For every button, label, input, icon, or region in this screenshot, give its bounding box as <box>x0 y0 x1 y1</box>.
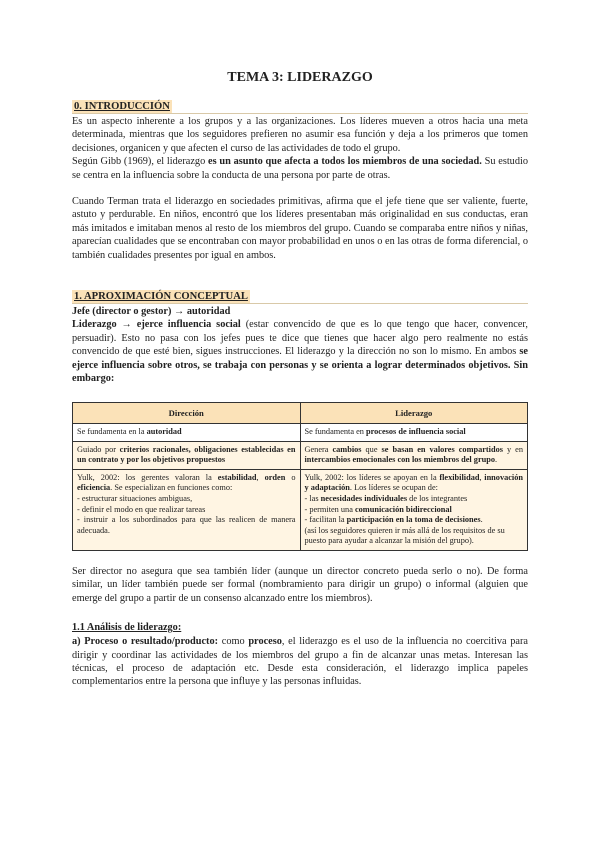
table-cell: Guiado por criterios racionales, obligaciones establecidas en un contrato y por los objetivos propuestos <box>73 441 301 469</box>
table-row <box>73 424 528 442</box>
section-heading-approx: 1. APROXIMACIÓN CONCEPTUAL <box>74 291 248 303</box>
page-title: TEMA 3: LIDERAZGO <box>227 70 373 85</box>
list-item: (así los seguidores quieren ir más allá de los requisitos de su puesto para ayudar a alcanzar la misión del grupo). <box>304 525 505 546</box>
subsection-heading-analysis: 1.1 Análisis de liderazgo: <box>72 622 182 634</box>
table-row <box>73 469 528 550</box>
intro-paragraph-1: Es un aspecto inherente a los grupos y a las organizaciones. Los líderes mueven a otros hacia una meta determinada, mientras que los seguidores prefieren no asumir esa función y deja a los primeros que tomen decisiones, organicen y que afecten el curso de las actividades de todo el grupo. <box>72 116 528 154</box>
subsection-heading-wrap <box>72 619 528 634</box>
after-table-paragraph: Ser director no asegura que sea también líder (aunque un director concreto pueda serlo o no). De forma similar, un líder también puede ser formal (nombramiento para dirigir un grupo) o informal (alguien que emerge del grupo a partir de un consenso alcanzado entre los miembros). <box>72 566 528 604</box>
list-item: - las necesidades individuales de los integrantes <box>304 494 468 504</box>
list-item: - estructurar situaciones ambiguas, <box>77 494 193 504</box>
table-header-row <box>73 402 528 424</box>
list-item: - permiten una comunicación bidireccional <box>304 504 452 514</box>
table-header-direccion: Dirección <box>73 402 301 424</box>
document-page <box>72 70 528 689</box>
table-cell: Yulk, 2002: los gerentes valoran la estabilidad, orden o eficiencia. Se especializan en funciones como: - estructurar situaciones ambiguas, - definir el modo en que realizar tareas - instruir a los subordinados para que las realicen de manera adecuada. <box>73 469 301 550</box>
intro-paragraph-3: Cuando Terman trata el liderazgo en sociedades primitivas, afirma que el jefe tiene que ser valiente, fuerte, astuto y perdurable. En niños, encontró que los líderes presentaban más originalidad en sus conductas, eran más imitados e imitaban menos al resto de los miembros del grupo. Cuando se comparaba entre niños y niñas, aparecían cualidades que se encontraban con mayor probabilidad en unos o en las otras de forma diferencial, o también cualidades presentes por igual en ambos. <box>72 196 528 261</box>
intro-paragraph-2: Según Gibb (1969), el liderazgo es un asunto que afecta a todos los miembros de una sociedad. Su estudio se centra en la influencia sobre la conducta de una persona por parte de otras. <box>72 156 528 181</box>
comparison-table <box>72 402 528 552</box>
table-row <box>73 441 528 469</box>
section-heading-intro-wrap <box>72 98 528 114</box>
table-cell: Se fundamenta en procesos de influencia social <box>300 424 528 442</box>
approx-line-jefe: Jefe (director o gestor) → autoridad <box>72 306 231 318</box>
table-cell: Yulk, 2002: los líderes se apoyan en la flexibilidad, innovación y adaptación. Los líderes se ocupan de: - las necesidades individuales de los integrantes - permiten una comunicación bidireccional - facilitan la participación en la toma de decisiones. (así los seguidores quieren ir más allá de los requisitos de su puesto para ayudar a alcanzar la misión del grupo). <box>300 469 528 550</box>
table-header-liderazgo: Liderazgo <box>300 402 528 424</box>
list-item: - definir el modo en que realizar tareas <box>77 504 206 514</box>
analysis-paragraph: a) Proceso o resultado/producto: como proceso, el liderazgo es el uso de la influencia no coercitiva para dirigir y coordinar las actividades de los miembros del grupo a fin de alcanzar unas metas. Interesan las técnicas, el proceso de adaptación etc. Desde esta consideración, el liderazgo implica papeles complementarios entre la persona que influye y las personas influidas. <box>72 636 528 688</box>
section-heading-intro: 0. INTRODUCCIÓN <box>74 101 170 112</box>
approx-paragraph: Liderazgo → ejerce influencia social (estar convencido de que es lo que tengo que hacer, convencer, persuadir). Esto no pasa con los jefes pues te dice que tienes que hacer algo pero realmente no estás convencido de que esté bien, sigues instrucciones. El liderazgo y la dirección no son lo mismo. En ambos se ejerce influencia sobre otros, se trabaja con personas y se orienta a lograr determinados objetivos. Sin embargo: <box>72 319 528 385</box>
list-item: - facilitan la participación en la toma de decisiones. <box>304 515 483 525</box>
list-item: - instruir a los subordinados para que las realicen de manera adecuada. <box>77 515 296 535</box>
table-cell: Genera cambios que se basan en valores compartidos y en intercambios emocionales con los miembros del grupo. <box>300 441 528 469</box>
table-cell: Se fundamenta en la autoridad <box>73 424 301 442</box>
section-heading-approx-wrap <box>72 288 528 304</box>
